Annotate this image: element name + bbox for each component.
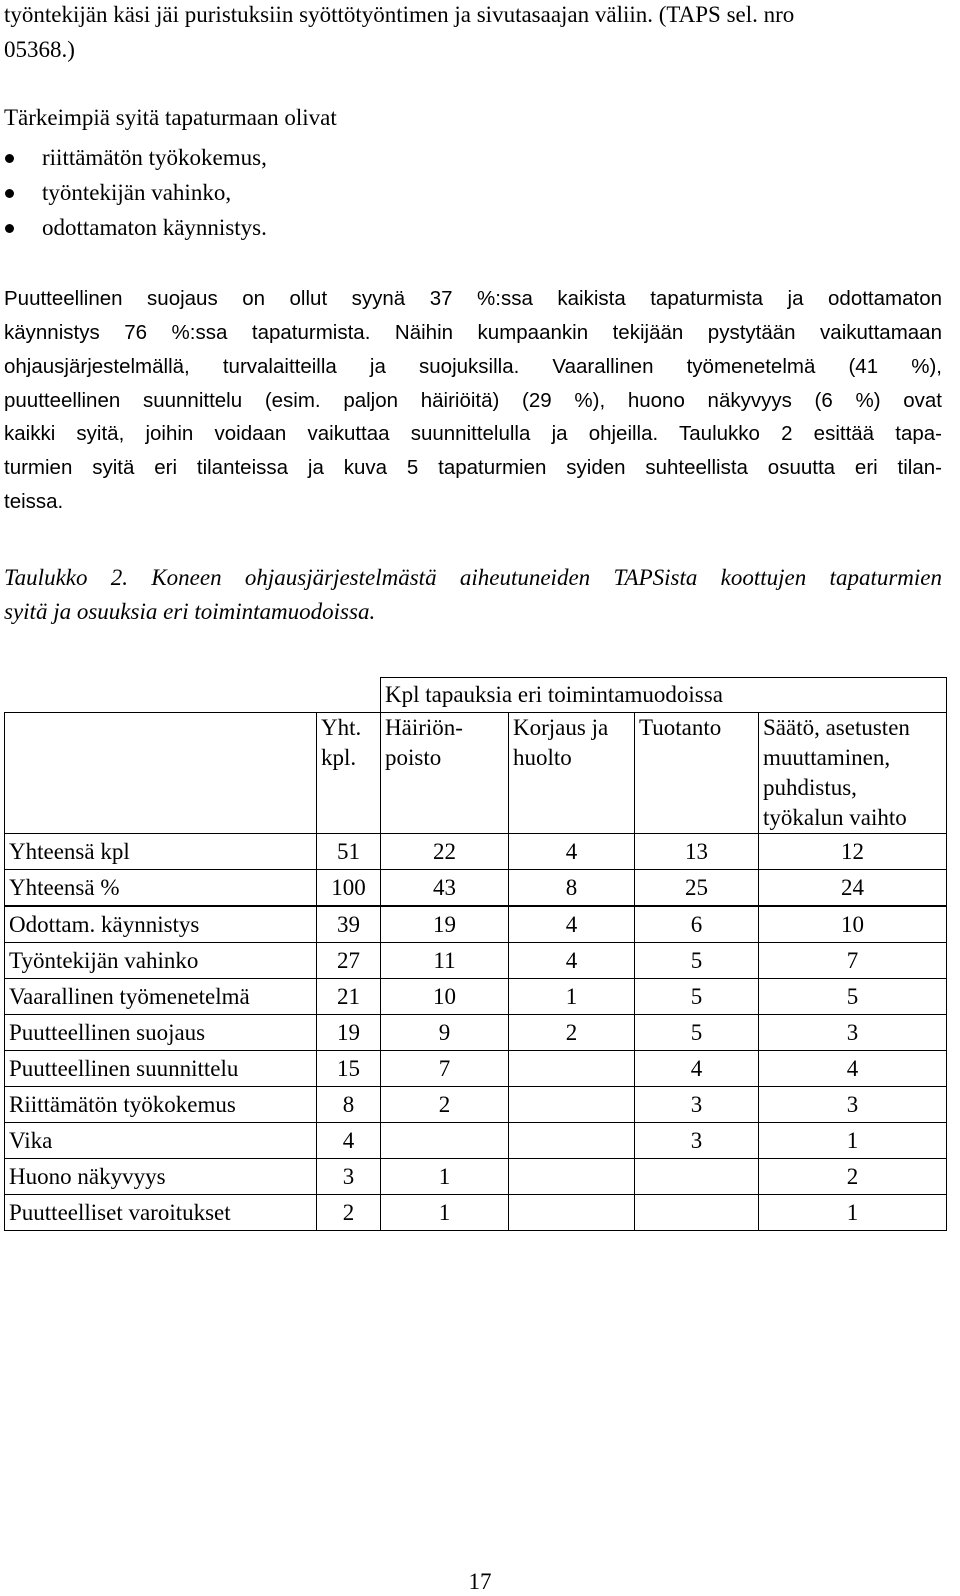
table-cell: 3 bbox=[635, 1123, 759, 1159]
cell-total: 15 bbox=[317, 1051, 381, 1087]
cell-total: 51 bbox=[317, 834, 381, 870]
row-label: Työntekijän vahinko bbox=[5, 943, 317, 979]
table-cell bbox=[635, 1195, 759, 1231]
cell-total: 19 bbox=[317, 1015, 381, 1051]
table-row bbox=[5, 906, 947, 943]
table-cell bbox=[509, 1087, 635, 1123]
table-cell: 1 bbox=[759, 1195, 947, 1231]
column-header-total: Yht. kpl. bbox=[317, 713, 381, 834]
table-cell: 6 bbox=[635, 906, 759, 943]
table-cell: 5 bbox=[635, 1015, 759, 1051]
row-label: Puutteellinen suunnittelu bbox=[5, 1051, 317, 1087]
row-label: Vika bbox=[5, 1123, 317, 1159]
table-row bbox=[5, 979, 947, 1015]
bullet-icon bbox=[5, 154, 14, 163]
row-label: Huono näkyvyys bbox=[5, 1159, 317, 1195]
table-cell: 4 bbox=[509, 943, 635, 979]
cell-total: 3 bbox=[317, 1159, 381, 1195]
row-label: Riittämätön työkokemus bbox=[5, 1087, 317, 1123]
row-label: Vaarallinen työmenetelmä bbox=[5, 979, 317, 1015]
table-cell: 1 bbox=[381, 1159, 509, 1195]
table-row bbox=[5, 1015, 947, 1051]
table-cell: 7 bbox=[381, 1051, 509, 1087]
table-cell: 22 bbox=[381, 834, 509, 870]
column-header: Häiriön- poisto bbox=[381, 713, 509, 834]
table-cell: 2 bbox=[759, 1159, 947, 1195]
paragraph-line: teissa. bbox=[4, 490, 64, 513]
table-body bbox=[5, 834, 947, 1231]
cell-total: 39 bbox=[317, 906, 381, 943]
table-cell: 5 bbox=[759, 979, 947, 1015]
table-cell: 4 bbox=[759, 1051, 947, 1087]
causes-heading: Tärkeimpiä syitä tapaturmaan olivat bbox=[4, 105, 337, 130]
table-cell: 4 bbox=[509, 834, 635, 870]
table-cell: 2 bbox=[509, 1015, 635, 1051]
table-group-header-row bbox=[5, 678, 947, 713]
table-cell: 12 bbox=[759, 834, 947, 870]
table-row bbox=[5, 1051, 947, 1087]
table-row bbox=[5, 1087, 947, 1123]
column-header: Korjaus ja huolto bbox=[509, 713, 635, 834]
table-cell bbox=[381, 1123, 509, 1159]
list-item: riittämätön työkokemus, bbox=[42, 145, 267, 170]
table-cell: 13 bbox=[635, 834, 759, 870]
cell-total: 4 bbox=[317, 1123, 381, 1159]
table-row bbox=[5, 834, 947, 870]
table-row bbox=[5, 870, 947, 907]
causes-table bbox=[4, 677, 947, 1231]
cell-total: 21 bbox=[317, 979, 381, 1015]
table-cell: 5 bbox=[635, 979, 759, 1015]
table-row bbox=[5, 943, 947, 979]
table-cell: 3 bbox=[759, 1015, 947, 1051]
table-cell bbox=[509, 1195, 635, 1231]
table-row bbox=[5, 1195, 947, 1231]
row-label: Yhteensä % bbox=[5, 870, 317, 907]
table-cell: 2 bbox=[381, 1087, 509, 1123]
group-header: Kpl tapauksia eri toimintamuodoissa bbox=[381, 678, 947, 713]
table-row bbox=[5, 1123, 947, 1159]
list-item: työntekijän vahinko, bbox=[42, 180, 232, 205]
page-number: 17 bbox=[468, 1569, 492, 1594]
table-cell: 5 bbox=[635, 943, 759, 979]
row-label: Odottam. käynnistys bbox=[5, 906, 317, 943]
table-cell: 7 bbox=[759, 943, 947, 979]
table-caption-line-2: syitä ja osuuksia eri toimintamuodoissa. bbox=[4, 599, 376, 624]
column-header: Tuotanto bbox=[635, 713, 759, 834]
table-cell: 19 bbox=[381, 906, 509, 943]
table-cell bbox=[509, 1123, 635, 1159]
cell-total: 100 bbox=[317, 870, 381, 907]
paragraph-line: kaikki syitä, joihin voidaan vaikuttaa suunnittelulla ja ohjeilla. Taulukko 2 esittää tapa- bbox=[4, 422, 942, 445]
table-cell: 11 bbox=[381, 943, 509, 979]
cell-total: 27 bbox=[317, 943, 381, 979]
paragraph-line: käynnistys 76 %:ssa tapaturmista. Näihin kumpaankin tekijään pystytään vaikuttamaan bbox=[4, 321, 942, 344]
table-cell: 24 bbox=[759, 870, 947, 907]
paragraph-line: turmien syitä eri tilanteissa ja kuva 5 tapaturmien syiden suhteellista osuutta eri tilan- bbox=[4, 456, 942, 479]
table-cell: 3 bbox=[635, 1087, 759, 1123]
cell-total: 8 bbox=[317, 1087, 381, 1123]
intro-line-1: työntekijän käsi jäi puristuksiin syöttötyöntimen ja sivutasaajan väliin. (TAPS sel. nro bbox=[4, 2, 795, 27]
bullet-icon bbox=[5, 224, 14, 233]
table-cell: 1 bbox=[509, 979, 635, 1015]
table-cell: 8 bbox=[509, 870, 635, 907]
table-cell: 43 bbox=[381, 870, 509, 907]
intro-line-2: 05368.) bbox=[4, 37, 75, 62]
table-cell: 4 bbox=[509, 906, 635, 943]
table-cell: 10 bbox=[759, 906, 947, 943]
table-caption-line-1: Taulukko 2. Koneen ohjausjärjestelmästä aiheutuneiden TAPSista koottujen tapaturmien bbox=[4, 565, 942, 590]
table-cell: 1 bbox=[381, 1195, 509, 1231]
row-label: Puutteelliset varoitukset bbox=[5, 1195, 317, 1231]
table-cell: 4 bbox=[635, 1051, 759, 1087]
paragraph-line: Puutteellinen suojaus on ollut syynä 37 %:ssa kaikista tapaturmista ja odottamaton bbox=[4, 287, 942, 310]
paragraph-line: ohjausjärjestelmällä, turvalaitteilla ja suojuksilla. Vaarallinen työmenetelmä (41 %), bbox=[4, 355, 942, 378]
list-item: odottamaton käynnistys. bbox=[42, 215, 267, 240]
column-header: Säätö, asetusten muuttaminen, puhdistus, työkalun vaihto bbox=[759, 713, 947, 834]
table-cell bbox=[635, 1159, 759, 1195]
table-cell: 3 bbox=[759, 1087, 947, 1123]
row-label: Yhteensä kpl bbox=[5, 834, 317, 870]
table-header-row bbox=[5, 713, 947, 834]
table-cell: 9 bbox=[381, 1015, 509, 1051]
bullet-icon bbox=[5, 189, 14, 198]
table-cell: 1 bbox=[759, 1123, 947, 1159]
table-cell bbox=[509, 1159, 635, 1195]
table-row bbox=[5, 1159, 947, 1195]
table-cell: 10 bbox=[381, 979, 509, 1015]
table-cell: 25 bbox=[635, 870, 759, 907]
table-cell bbox=[509, 1051, 635, 1087]
cell-total: 2 bbox=[317, 1195, 381, 1231]
row-label: Puutteellinen suojaus bbox=[5, 1015, 317, 1051]
paragraph-line: puutteellinen suunnittelu (esim. paljon häiriöitä) (29 %), huono näkyvyys (6 %) ovat bbox=[4, 389, 942, 412]
